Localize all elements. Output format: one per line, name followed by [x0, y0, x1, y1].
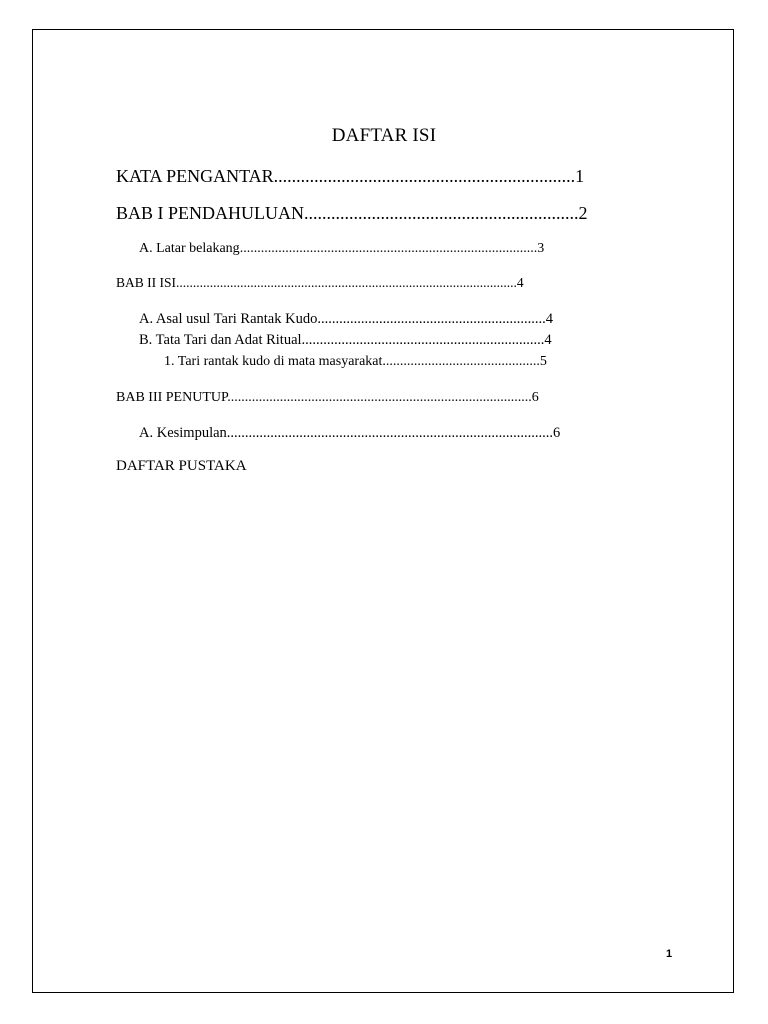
toc-entry-bab-3	[116, 391, 539, 405]
toc-label: B. Tata Tari dan Adat Ritual	[139, 333, 302, 348]
toc-label: A. Latar belakang	[139, 242, 240, 256]
footer-page-number: 1	[666, 948, 673, 960]
toc-dot-leader: ...................................................................	[301, 333, 545, 348]
toc-dot-leader: .......................................................................................	[227, 391, 532, 405]
toc-label: A. Asal usul Tari Rantak Kudo	[139, 312, 318, 327]
toc-dot-leader: .....................................................................................................	[176, 276, 517, 290]
toc-entry-asal-usul	[139, 312, 553, 327]
toc-entry-bab-1	[116, 204, 588, 222]
toc-label: BAB I PENDAHULUAN	[116, 204, 304, 222]
toc-dot-leader: .............................................................	[304, 204, 579, 222]
toc-dot-leader: .....................................................................................	[239, 242, 538, 256]
toc-page-number: 4	[545, 312, 553, 327]
toc-page-number: 6	[553, 426, 561, 441]
toc-page-number: 4	[516, 276, 524, 290]
toc-page-number: 1	[575, 167, 585, 185]
page-title: DAFTAR ISI	[331, 125, 437, 146]
toc-entry-kata-pengantar	[116, 167, 584, 185]
toc-page-number: 2	[578, 204, 588, 222]
toc-page-number: 4	[544, 333, 552, 348]
toc-label: 1. Tari rantak kudo di mata masyarakat	[164, 355, 383, 369]
toc-page-number: 6	[531, 391, 539, 405]
toc-dot-leader: ...............................................................	[317, 312, 546, 327]
toc-entry-latar-belakang	[139, 242, 544, 256]
toc-label: A. Kesimpulan	[139, 426, 227, 441]
toc-dot-leader: ..........................................................................................	[226, 426, 554, 441]
toc-label: BAB III PENUTUP	[116, 391, 228, 405]
toc-label: BAB II ISI	[116, 276, 176, 290]
toc-page-number: 3	[537, 242, 545, 256]
toc-entry-tari-rantak-kudo	[164, 355, 547, 369]
toc-entry-bab-2	[116, 276, 524, 290]
toc-entry-daftar-pustaka	[116, 459, 247, 474]
toc-dot-leader: .............................................	[382, 355, 540, 369]
toc-entry-tata-tari	[139, 333, 552, 348]
toc-label: KATA PENGANTAR	[116, 167, 274, 185]
toc-entry-kesimpulan	[139, 426, 560, 441]
toc-dot-leader: ...................................................................	[273, 167, 576, 185]
toc-label: DAFTAR PUSTAKA	[116, 459, 247, 474]
toc-page-number: 5	[539, 355, 547, 369]
